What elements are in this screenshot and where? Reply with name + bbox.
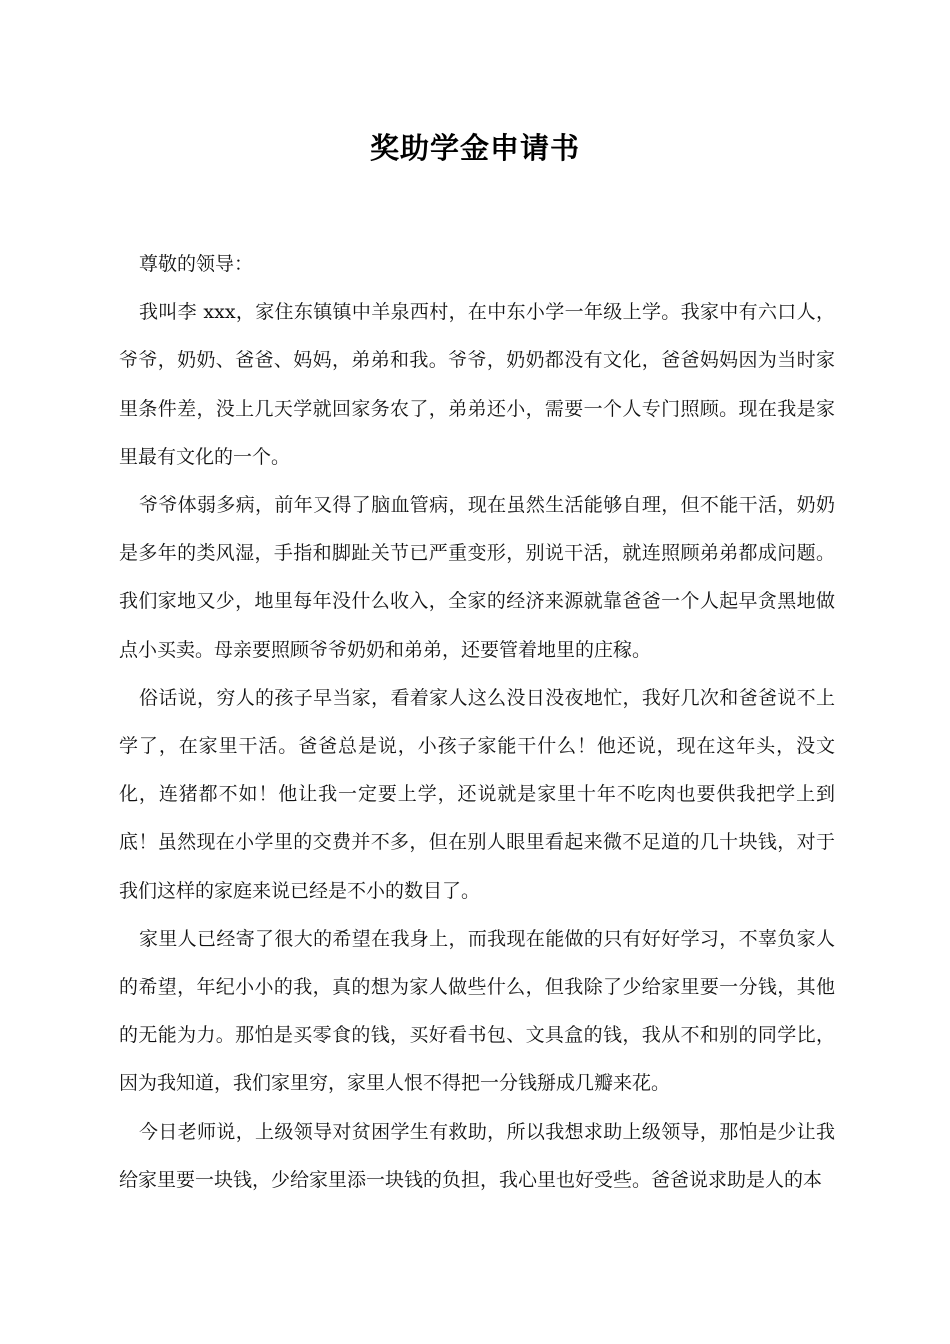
paragraph-4: 家里人已经寄了很大的希望在我身上，而我现在能做的只有好好学习，不辜负家人的希望，年纪小小的我，真的想为家人做些什么，但我除了少给家里要一分钱，其他的无能为力。那怕是买零食的钱，买好看书包、文具盒的钱，我从不和别的同学比，因为我知道，我们家里穷，家里人恨不得把一分钱掰成几瓣来花。 [119, 927, 835, 1095]
paragraph-2: 爷爷体弱多病，前年又得了脑血管病，现在虽然生活能够自理，但不能干活，奶奶是多年的类风湿，手指和脚趾关节已严重变形，别说干活，就连照顾弟弟都成问题。我们家地又少，地里每年没什么收入，全家的经济来源就靠爸爸一个人起早贪黑地做点小买卖。母亲要照顾爷爷奶奶和弟弟，还要管着地里的庄稼。 [119, 494, 835, 661]
salutation: 尊敬的领导： [139, 253, 254, 275]
paragraph-1: 我叫李 xxx，家住东镇镇中羊泉西村，在中东小学一年级上学。我家中有六口人，爷爷，奶奶、爸爸、妈妈，弟弟和我。爷爷，奶奶都没有文化，爸爸妈妈因为当时家里条件差，没上几天学就回家务农了，弟弟还小，需要一个人专门照顾。现在我是家里最有文化的一个。 [119, 301, 835, 468]
paragraph-3: 俗话说，穷人的孩子早当家，看着家人这么没日没夜地忙，我好几次和爸爸说不上学了，在家里干活。爸爸总是说，小孩子家能干什么！他还说，现在这年头，没文化，连猪都不如！他让我一定要上学，还说就是家里十年不吃肉也要供我把学上到底！虽然现在小学里的交费并不多，但在别人眼里看起来微不足道的几十块钱，对于我们这样的家庭来说已经是不小的数目了。 [119, 686, 835, 902]
paragraph-5: 今日老师说，上级领导对贫困学生有救助，所以我想求助上级领导，那怕是少让我给家里要一块钱，少给家里添一块钱的负担，我心里也好受些。爸爸说求助是人的本 [119, 1120, 835, 1191]
document-body [119, 240, 835, 1204]
document-title: 奖助学金申请书 [369, 131, 580, 165]
